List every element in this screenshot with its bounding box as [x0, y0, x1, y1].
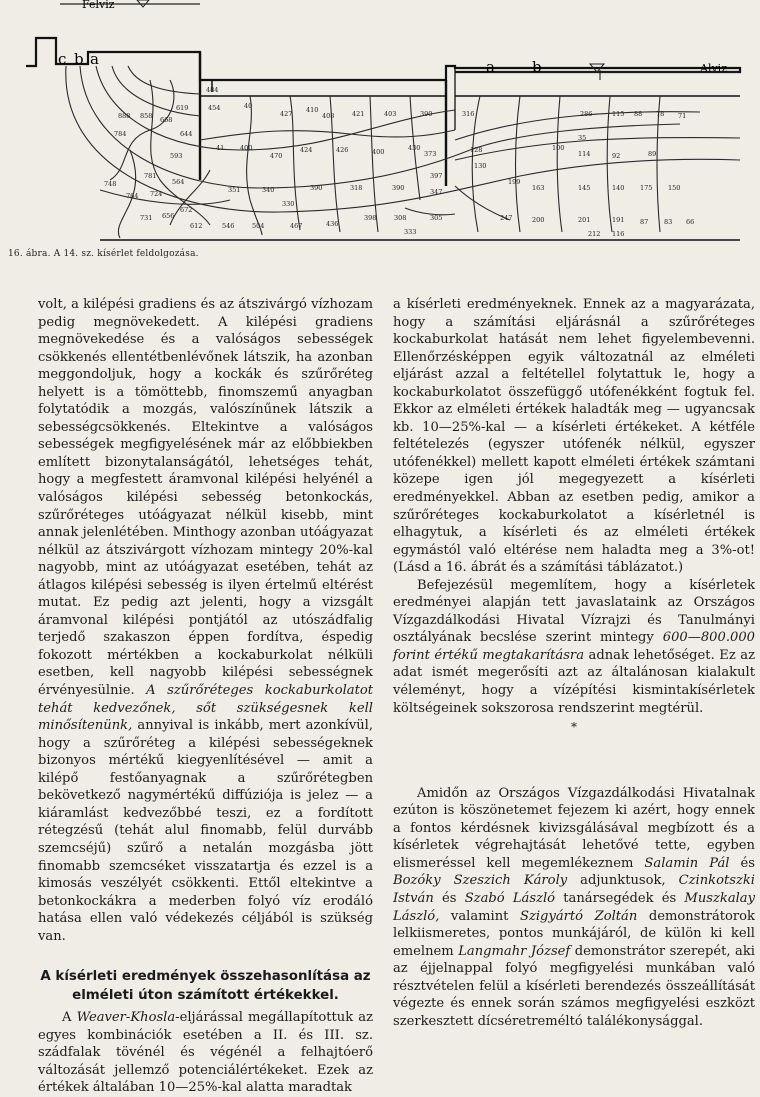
value: 114	[578, 150, 591, 158]
value: 199	[508, 178, 521, 186]
letter-a-right: a	[486, 58, 495, 76]
text: és	[729, 855, 756, 871]
value: 83	[664, 218, 673, 226]
value: 656	[162, 212, 175, 220]
value: 71	[678, 112, 687, 120]
value: 212	[588, 230, 601, 238]
value: 318	[350, 184, 363, 192]
paragraph	[393, 577, 755, 717]
value: 426	[336, 146, 349, 154]
value: 89	[648, 150, 657, 158]
value: 781	[144, 172, 157, 180]
value: 403	[384, 110, 397, 118]
value: 427	[280, 110, 293, 118]
value: 390	[420, 110, 433, 118]
paragraph	[393, 785, 755, 1031]
text: -eljárással megállapítottuk az egyes kombinációk esetében a II. és III. sz. szádfalak tövénél és végénél a felhajtóerő változását jellemző potenciálértékeket. Ezek az értékek általában 10—25%-kal alatta maradtak	[38, 1010, 373, 1096]
value: 145	[578, 184, 591, 192]
value: 888	[118, 112, 131, 120]
figure-16	[0, 0, 760, 250]
emphasis: A szűrőréteges kockaburkolatot tehát kedvezőnek, sőt szükségesnek kell minősítenünk,	[38, 683, 373, 734]
text: adnak lehetőséget. Ez az adat ismét megerősíti azt az általánosan kialakult véleményt, hogy a vízépítési kismintakísérletek költségeinek sokszorosa rendszerint megtérül.	[393, 647, 755, 716]
value: 470	[270, 152, 283, 160]
value: 408	[322, 112, 335, 120]
value: 100	[552, 144, 565, 152]
value: 644	[180, 130, 193, 138]
value: 400	[372, 148, 385, 156]
value: 467	[290, 222, 303, 230]
method-name: Weaver-Khosla	[76, 1010, 176, 1026]
value: 87	[640, 218, 649, 226]
section-heading: A kísérleti eredmények összehasonlítása az elméleti úton számított értékekkel.	[40, 969, 371, 1004]
letter-b: b	[74, 50, 84, 68]
person-name: Langmahr József	[458, 943, 571, 959]
value: 116	[612, 230, 625, 238]
value: 612	[190, 222, 203, 230]
value: 140	[612, 184, 625, 192]
value: 784	[114, 130, 127, 138]
value: 436	[326, 220, 339, 228]
text: adjunktusok,	[567, 873, 679, 889]
value: 330	[282, 200, 295, 208]
section-separator: *	[571, 720, 577, 735]
value: 430	[408, 144, 421, 152]
value: 672	[180, 206, 193, 214]
value: 484	[206, 86, 219, 94]
value: 410	[306, 106, 319, 114]
value: 308	[394, 214, 407, 222]
paragraph	[38, 1009, 373, 1097]
value: 546	[222, 222, 235, 230]
person-name: Bozóky Szeszich Károly	[393, 873, 568, 889]
value: 115	[612, 110, 625, 118]
value: 390	[392, 184, 405, 192]
value: 88	[634, 110, 643, 118]
value: 619	[176, 104, 189, 112]
letter-b-right: b	[532, 58, 542, 76]
value: 92	[612, 152, 621, 160]
letter-a-left: a	[90, 50, 99, 68]
value: 373	[424, 150, 437, 158]
felviz-label: Felviz	[82, 0, 115, 11]
value: 286	[580, 110, 593, 118]
value: 764	[126, 192, 139, 200]
text: Befejezésül megemlítem, hogy a kísérletek eredményei alapján tett javaslataink az Országos Vízgazdálkodási Hivatal Vízrajzi és Tanulmányi osztályának becslése szerint mintegy	[393, 577, 755, 646]
value: 150	[668, 184, 681, 192]
value: 40	[244, 102, 253, 110]
text: volt, a kilépési gradiens és az átszivárgó vízhozam pedig megnövekedett. A kilépési gradiens megnövekedése és a valóságos sebességek csökkenés ellentétbenlévőnek látszik, ha azonban meggondoljuk, hogy a kockák és szűrőréteg helyett is a tömöttebb, finomszemű anyagban folytatódik a mozgás, valószínűnek látszik a sebességcsökkenés. Eltekintve a valóságos sebességek megfigyelésének már az előbbiekben említett bizonytalanságától, lehetséges tehát, hogy a megfestett áramvonal kilépési helyénél a valóságos kilépési sebesség betonkockás, szűrőréteges utóágyazat nélkül kisebb, mint annak jelenlétében. Minthogy azonban utóágyazat nélkül az átszivárgott vízhozam mintegy 20%-kal nagyobb, mint az utóágyazat esetében, tehát az átlagos kilépési sebesség is ilyen értelmű eltérést mutat. Ez pedig azt jelenti, hogy a vizsgált áramvonal kilépési pontjától az utószádfalig terjedő szakaszon éppen fordítva, éspedig fokozott mértékben a kockaburkolat nélküli esetben, kell nagyobb kilépési sebességnek érvényesülnie.	[38, 297, 373, 699]
text: valamint	[439, 908, 520, 924]
paragraph: a kísérleti eredményeknek. Ennek az a magyarázata, hogy a számítási eljárásnál a szűrőréteges kockaburkolat hatását nem lehet figyelembevenni. Ellenőrzésképpen egyik változatnál az elméleti eljárást azzal a feltétellel folytattuk le, hogy a kockaburkolatot összefüggő utófenékként fogtuk fel. Ekkor az elméleti értékek haladták meg — ugyancsak kb. 10—25%-kal — a kísérleti értékeket. A kétféle feltételezés (egyszer utófenék nélkül, egyszer utófenékkel) mellett kapott elméleti értékek számtani közepe igen jól megegyezett a kísérleti eredményekkel. Abban az esetben pedig, amikor a szűrőréteges kockaburkolatot a kísérletnél is elhagytuk, a kísérleti és az elméleti értékek egymástól való eltérése nem haladta meg a 3%-ot! (Lásd a 16. ábrát és a számítási táblázatot.)	[393, 297, 755, 576]
text: Amidőn az Országos Vízgazdálkodási Hivatalnak ezúton is köszönetemet fejezem ki azért, hogy ennek a fontos kérdésnek kivizsgálásával megbízott és a kísérletek végrehajtását lehetővé tette, egyben elismeréssel kell megemlékeznem	[393, 785, 755, 871]
value: 163	[532, 184, 545, 192]
value: 668	[160, 116, 173, 124]
value: 564	[172, 178, 185, 186]
value: 390	[310, 184, 323, 192]
text: demonstrátorok lelkiismeretes, pontos munkájáról, de külön ki kell emelnem	[393, 908, 755, 959]
value: 424	[300, 146, 313, 154]
text: A	[62, 1010, 77, 1026]
right-column	[393, 296, 755, 1030]
alviz-label: Alviz	[700, 62, 727, 75]
person-name: Salamin Pál	[644, 855, 730, 871]
value: 333	[404, 228, 417, 236]
value: 454	[208, 104, 221, 112]
emphasis: 600—800.000 forint értékű megtakarításra	[393, 630, 755, 663]
value: 200	[532, 216, 545, 224]
text: annyival is inkább, mert azonkívül, hogy a szűrőréteg a kilépési sebességeknek bizonyos mértékű kiegyenlítésével — amit a kilépő festőanyagnak a szűrőrétegben bekövetkező nagymértékű diffúziója is jelez — a kiáramlást kedvezőbbé teszi, ez a fordított rétegzésű (tehát alul finomabb, felül durvább szemcséjű) szűrő a netalán mozgásba jött finomabb szemcséket visszatartja és ezzel is a kimosás veszélyét csökkenti. Ettől eltekintve a betonkockákra a mederben folyó víz erodáló hatása ellen való védekezés céljából is szükség van.	[38, 718, 373, 944]
value: 398	[364, 214, 377, 222]
value: 504	[252, 222, 265, 230]
figure-caption: 16. ábra. A 14. sz. kísérlet feldolgozása.	[8, 249, 199, 259]
paragraph	[38, 296, 373, 945]
flow-values	[104, 86, 694, 238]
value: 316	[462, 110, 475, 118]
value: 41	[216, 144, 225, 152]
value: 201	[578, 216, 591, 224]
text: tanársegédek és	[555, 890, 685, 906]
text: demonstrátor szerepét, aki az éjjelnappal folyó megfigyelési munkában való résztvételen felül a kísérleti berendezés összeállítását végezte és ennek során számos megfigyelési eszközt szerkesztett dícséretreméltó találékonysággal.	[393, 943, 755, 1029]
value: 78	[656, 110, 665, 118]
value: 191	[612, 216, 625, 224]
value: 724	[150, 190, 163, 198]
value: 66	[686, 218, 695, 226]
value: 593	[170, 152, 183, 160]
value: 305	[430, 214, 443, 222]
value: 130	[474, 162, 487, 170]
value: 731	[140, 214, 153, 222]
value: 347	[430, 188, 443, 196]
value: 340	[262, 186, 275, 194]
letter-c: c	[58, 50, 67, 68]
value: 35	[578, 134, 587, 142]
value: 748	[104, 180, 117, 188]
flow-net-diagram	[0, 0, 760, 250]
person-name: Czinkotszki István	[393, 873, 755, 906]
person-name: Szigyártó Zoltán	[520, 908, 638, 924]
value: 247	[500, 214, 513, 222]
left-column	[38, 296, 373, 1097]
person-name: Muszkalay László,	[393, 890, 756, 924]
text: és	[433, 890, 465, 906]
person-name: Szabó László	[464, 890, 556, 906]
value: 858	[140, 112, 153, 120]
value: 351	[228, 186, 241, 194]
value: 400	[240, 144, 253, 152]
value: 421	[352, 110, 365, 118]
value: 397	[430, 172, 443, 180]
value: 128	[470, 146, 483, 154]
value: 175	[640, 184, 653, 192]
